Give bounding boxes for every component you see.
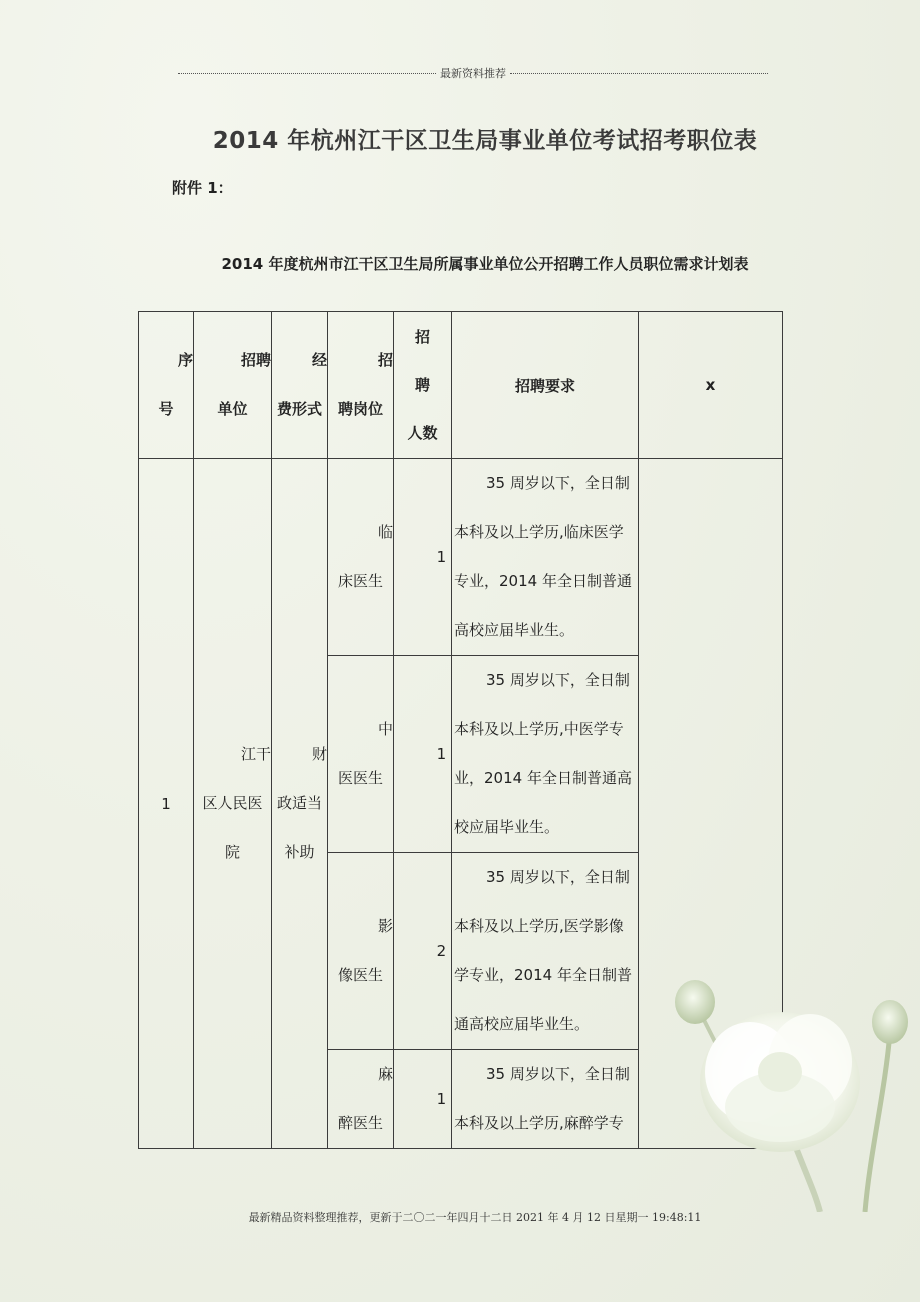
cell-requirements: 35 周岁以下，全日制 本科及以上学历,麻醉学专 [452,1050,639,1149]
cell-post: 麻 醉医生 [328,1050,394,1149]
document-title: 2014 年杭州江干区卫生局事业单位考试招考职位表 [212,128,758,154]
cell-requirements: 35 周岁以下，全日制 本科及以上学历,中医学专 业，2014 年全日制普通高 校应届毕业生。 [452,656,639,853]
cell-requirements: 35 周岁以下，全日制 本科及以上学历,临床医学 专业，2014 年全日制普通 高校应届毕业生。 [452,459,639,656]
page-header [178,64,768,82]
header-extra: x [639,312,783,459]
header-text: 最新资料推荐 [440,67,506,80]
header-requirements: 招聘要求 [452,312,639,459]
header-dotted-rule-left [178,73,436,74]
cell-funding: 财 政适当 补助 [272,459,328,1149]
cell-extra [639,459,783,1149]
cell-count: 1 [394,459,452,656]
header-dotted-rule-right [510,73,768,74]
cell-requirements: 35 周岁以下，全日制 本科及以上学历,医学影像 学专业，2014 年全日制普 通高校应届毕业生。 [452,853,639,1050]
header-post: 招 聘岗位 [328,312,394,459]
table-title: 2014 年度杭州市江干区卫生局所属事业单位公开招聘工作人员职位需求计划表 [221,255,749,273]
cell-post: 影 像医生 [328,853,394,1050]
table-header-row [139,312,783,459]
cell-unit: 江干 区人民医 院 [194,459,272,1149]
page-footer: 最新精品资料整理推荐，更新于二〇二一年四月十二日 2021 年 4 月 12 日星期一 19:48:11 [248,1211,702,1224]
cell-count: 1 [394,1050,452,1149]
header-unit: 招聘 单位 [194,312,272,459]
cell-seq: 1 [139,459,194,1149]
header-seq: 序 号 [139,312,194,459]
header-funding: 经 费形式 [272,312,328,459]
cell-count: 1 [394,656,452,853]
cell-post: 临 床医生 [328,459,394,656]
cell-count: 2 [394,853,452,1050]
attachment-label: 附件 1： [172,179,233,197]
position-table [138,311,783,1149]
header-count: 招 聘 人数 [394,312,452,459]
table-row [139,459,783,656]
cell-post: 中 医医生 [328,656,394,853]
